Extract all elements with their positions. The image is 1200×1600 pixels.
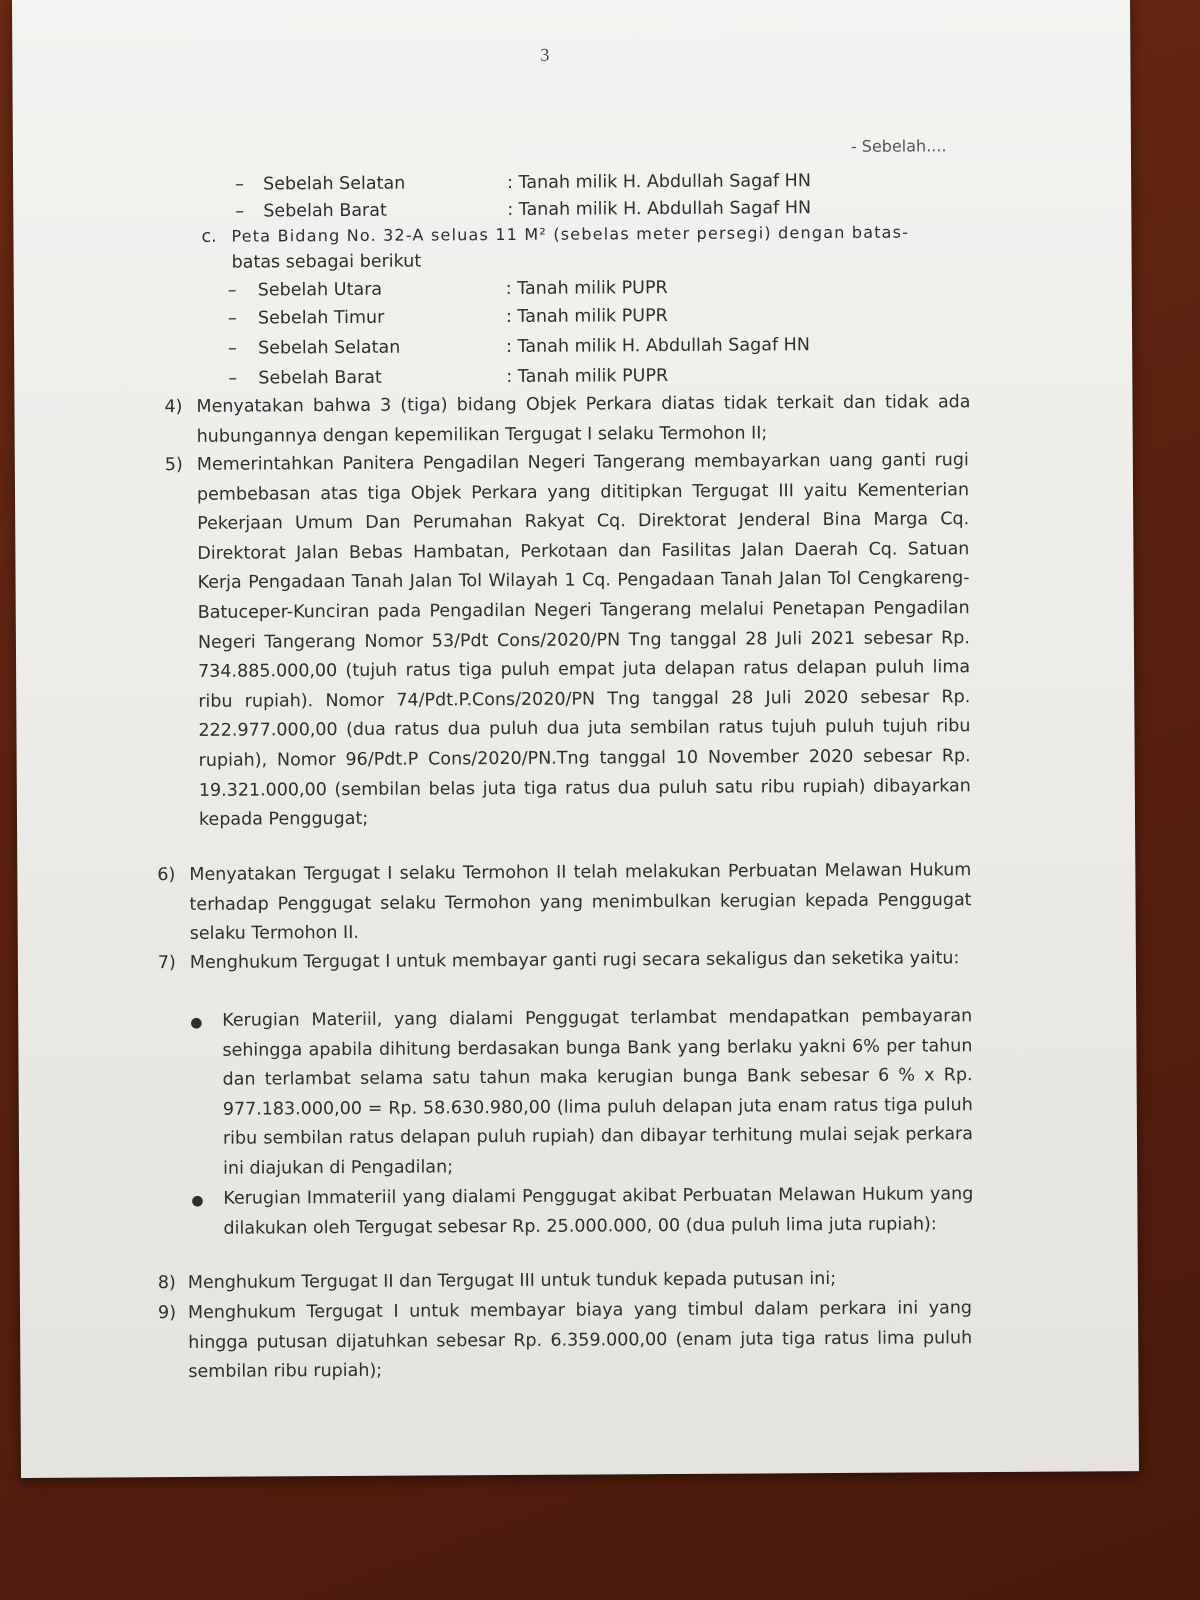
boundary-value: : Tanah milik H. Abdullah Sagaf HN <box>507 171 811 193</box>
boundary-value: : Tanah milik H. Abdullah Sagaf HN <box>507 198 812 220</box>
boundary-row <box>235 168 935 195</box>
boundary-row <box>235 195 935 222</box>
bullet-immateriil: Kerugian Immateriil yang dialami Penggugat akibat Perbuatan Melawan Hukum yang dilakukan oleh Tergugat sebesar Rp. 25.000.000, 00 (dua puluh lima juta rupiah): <box>223 1184 974 1239</box>
bullet-marker: ● <box>190 1014 203 1031</box>
bullet-marker: ● <box>191 1192 204 1209</box>
boundary-side: Sebelah Selatan <box>263 173 406 195</box>
dash-marker: – <box>228 368 238 389</box>
item-number: 9) <box>157 1303 177 1324</box>
item-4-text: Menyatakan bahwa 3 (tiga) bidang Objek Perkara diatas tidak terkait dan tidak ada hubungannya dengan kepemilikan Tergugat I selaku Termohon II; <box>196 392 971 447</box>
boundary-row <box>228 362 928 389</box>
item-c-line-1: Peta Bidang No. 32-A seluas 11 M² (sebelas meter persegi) dengan batas- <box>231 222 910 246</box>
dash-marker: – <box>235 174 244 195</box>
item-number: 4) <box>164 396 183 418</box>
item-number: 5) <box>164 454 183 476</box>
dash-marker: – <box>227 308 237 329</box>
dash-marker: – <box>227 280 237 301</box>
boundary-value: : Tanah milik PUPR <box>505 306 668 327</box>
dash-marker: – <box>235 201 245 222</box>
item-c-marker: c. <box>201 226 217 247</box>
item-5-text: Memerintahkan Panitera Pengadilan Negeri Tangerang membayarkan uang ganti rugi pembebasan atas tiga Objek Perkara yang dititipkan Tergugat III yaitu Kementerian Pekerjaan Umum Dan Perumahan Rakyat Cq. Direktorat Jenderal Bina Marga Cq. Direktorat Jalan Bebas Hambatan, Perkotaan dan Fasilitas Jalan Daerah Cq. Satuan Kerja Pengadaan Tanah Jalan Tol Wilayah 1 Cq. Pengadaan Tanah Jalan Tol Cengkareng- Batuceper-Kunciran pada Pengadilan Negeri Tangerang melalui Penetapan Pengadilan Negeri Tangerang Nomor 53/Pdt Cons/2020/PN Tng tanggal 28 Juli 2021 sebesar Rp. 734.885.000,00 (tujuh ratus tiga puluh empat juta delapan ratus delapan puluh lima ribu rupiah). Nomor 74/Pdt.P.Cons/2020/PN Tng tanggal 28 Juli 2020 sebesar Rp. 222.977.000,00 (dua ratus dua puluh dua juta sembilan ratus tujuh puluh tujuh ribu rupiah), Nomor 96/Pdt.P Cons/2020/PN.Tng tanggal 10 November 2020 sebesar Rp. 19.321.000,00 (sembilan belas juta tiga ratus dua puluh satu ribu rupiah) dibayarkan kepada Penggugat; <box>196 450 971 830</box>
item-number: 7) <box>157 953 176 974</box>
boundary-value: : Tanah milik H. Abdullah Sagaf HN <box>506 335 810 357</box>
boundary-side: Sebelah Timur <box>257 307 385 329</box>
item-7-text: Menghukum Tergugat I untuk membayar ganti rugi secara sekaligus dan seketika yaitu: <box>189 948 960 973</box>
item-c-line-2: batas sebagai berikut <box>231 251 422 273</box>
continuation-marker: - Sebelah.... <box>850 136 947 156</box>
item-6-text: Menyatakan Tergugat I selaku Termohon II telah melakukan Perbuatan Melawan Hukum terhadap Penggugat selaku Termohon yang menimbulkan kerugian kepada Penggugat selaku Termohon II. <box>189 860 972 945</box>
boundary-side: Sebelah Barat <box>258 367 382 389</box>
item-8-text: Menghukum Tergugat II dan Tergugat III untuk tunduk kepada putusan ini; <box>187 1268 837 1293</box>
boundary-side: Sebelah Selatan <box>258 337 401 359</box>
dash-marker: – <box>228 338 237 359</box>
bullet-materiil: Kerugian Materiil, yang dialami Penggugat terlambat mendapatkan pembayaran sehingga apabila dihitung berdasakan bunga Bank yang berlaku yakni 6% per tahun dan terlambat selama satu tahun maka kerugian bunga Bank sebesar 6 % x Rp. 977.183.000,00 = Rp. 58.630.980,00 (lima puluh delapan juta enam ratus tiga puluh ribu sembilan ratus delapan puluh rupiah) dan dibayar terhitung mulai sejak perkara ini diajukan di Pengadilan; <box>222 1006 974 1179</box>
boundary-value: : Tanah milik PUPR <box>506 365 669 387</box>
item-number: 8) <box>157 1273 176 1294</box>
boundary-value: : Tanah milik PUPR <box>505 278 668 299</box>
boundary-row <box>227 274 928 301</box>
boundary-row <box>228 332 928 359</box>
page-number: 3 <box>540 44 550 65</box>
boundary-row <box>227 302 928 329</box>
item-9-text: Menghukum Tergugat I untuk membayar biaya yang timbul dalam perkara ini yang hingga putusan dijatuhkan sebesar Rp. 6.359.000,00 (enam juta tiga ratus lima puluh sembilan ribu rupiah); <box>187 1298 973 1383</box>
boundary-side: Sebelah Utara <box>257 279 383 301</box>
item-number: 6) <box>157 865 176 886</box>
document-page <box>12 0 1139 1478</box>
boundary-side: Sebelah Barat <box>263 200 387 222</box>
